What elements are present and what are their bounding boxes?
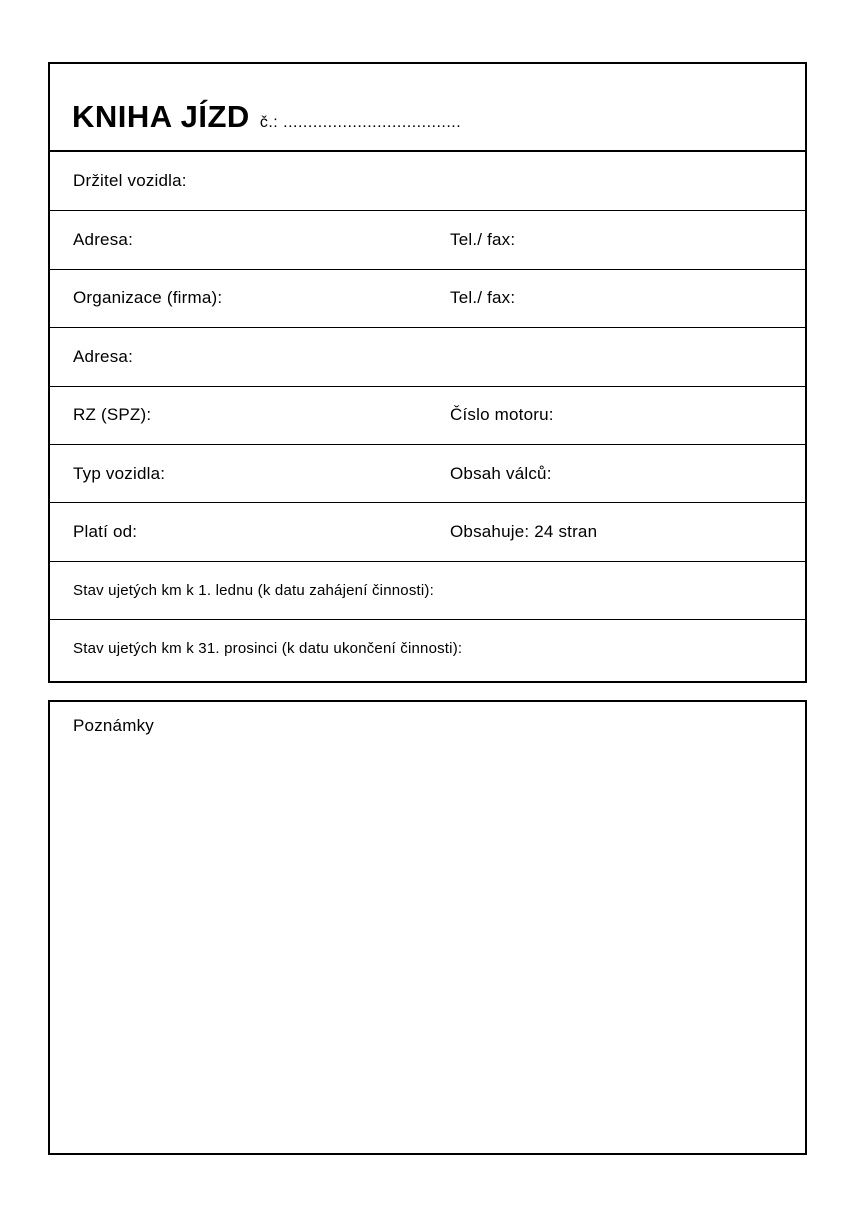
- form-row-address-1: [50, 210, 805, 268]
- km-december-label: Stav ujetých km k 31. prosinci (k datu ukončení činnosti):: [73, 640, 463, 658]
- notes-box: [48, 700, 807, 1155]
- logbook-number-field: č.: ....................................: [259, 113, 462, 131]
- form-row-valid-from: [50, 502, 805, 560]
- organization-label: Organizace (firma):: [73, 288, 223, 308]
- form-row-license-plate: [50, 386, 805, 444]
- form-row-vehicle-type: [50, 444, 805, 502]
- form-row-organization: [50, 269, 805, 327]
- vehicle-type-label: Typ vozidla:: [73, 463, 166, 483]
- address-label: Adresa:: [73, 346, 133, 366]
- form-row-km-december: [50, 619, 805, 677]
- vehicle-holder-label: Držitel vozidla:: [73, 171, 187, 191]
- license-plate-label: RZ (SPZ):: [73, 405, 152, 425]
- tel-fax-label: Tel./ fax:: [450, 288, 516, 308]
- form-row-address-2: [50, 327, 805, 385]
- form-row-vehicle-holder: [50, 152, 805, 210]
- valid-from-label: Platí od:: [73, 522, 138, 542]
- engine-number-label: Číslo motoru:: [450, 405, 554, 425]
- page-title: KNIHA JÍZD: [72, 99, 250, 134]
- form-row-km-january: [50, 561, 805, 619]
- page-count-label: Obsahuje: 24 stran: [450, 522, 598, 542]
- km-january-label: Stav ujetých km k 1. lednu (k datu zahájení činnosti):: [73, 581, 434, 599]
- notes-label: Poznámky: [73, 716, 154, 735]
- vehicle-info-box: [48, 62, 807, 683]
- tel-fax-label: Tel./ fax:: [450, 230, 516, 250]
- cylinder-capacity-label: Obsah válců:: [450, 463, 552, 483]
- title-row: [50, 64, 805, 152]
- address-label: Adresa:: [73, 230, 133, 250]
